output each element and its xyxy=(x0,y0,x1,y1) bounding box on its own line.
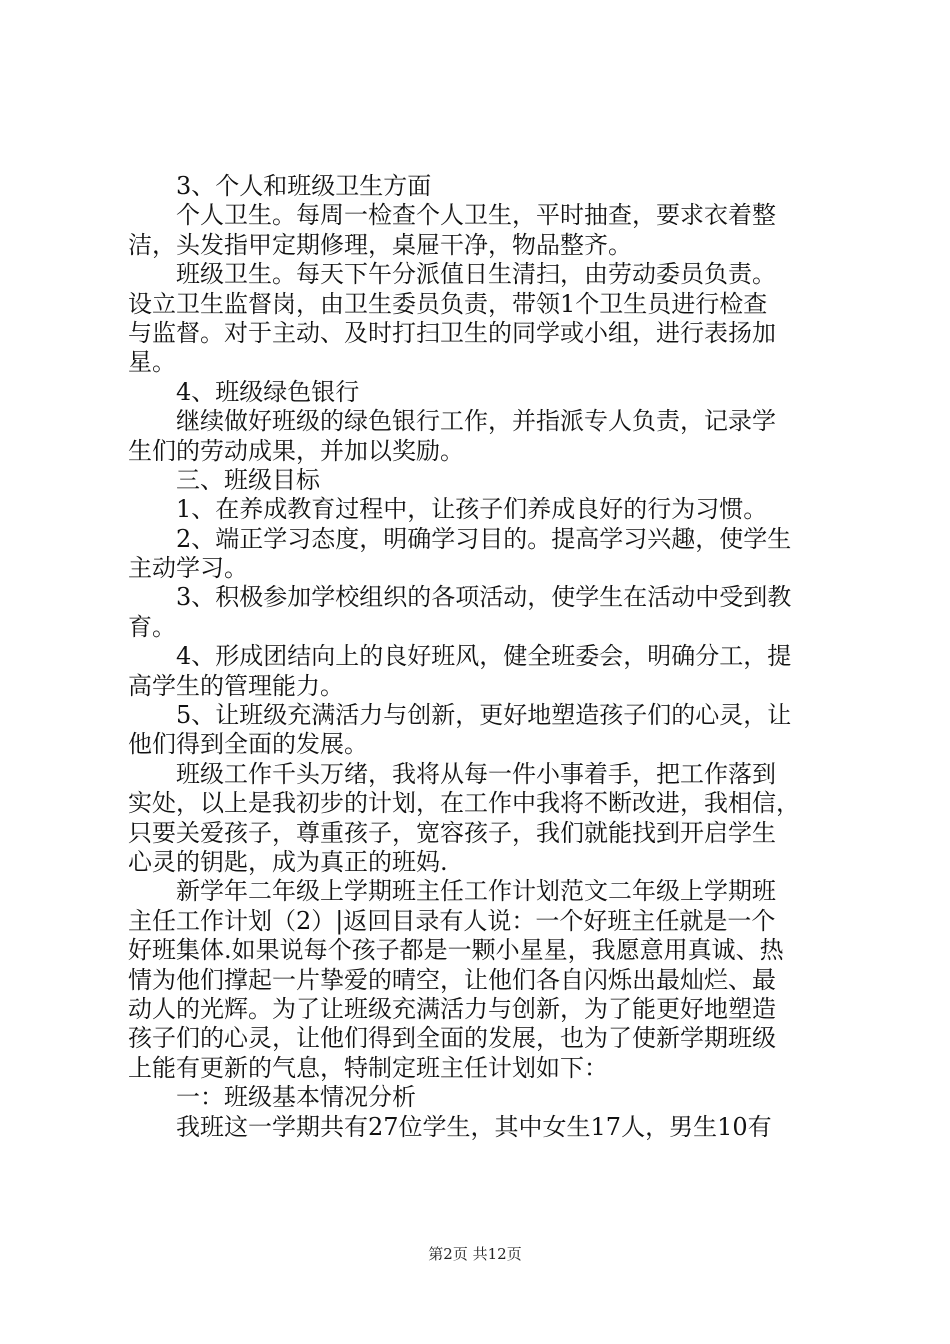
text-line: 我班这一学期共有27位学生，其中女生17人，男生10有 xyxy=(128,1112,772,1141)
text-line: 2、端正学习态度，明确学习目的。提高学习兴趣，使学生 xyxy=(128,524,792,553)
text-line: 继续做好班级的绿色银行工作，并指派专人负责，记录学 xyxy=(128,407,776,436)
text-line: 班级工作千头万绪，我将从每一件小事着手，把工作落到 xyxy=(128,759,776,788)
text-line: 4、形成团结向上的良好班风，健全班委会，明确分工，提 xyxy=(128,642,792,671)
text-line: 4、班级绿色银行 xyxy=(128,377,360,406)
text-line: 动人的光辉。为了让班级充满活力与创新，为了能更好地塑造 xyxy=(128,994,776,1023)
document-body xyxy=(128,172,840,1142)
text-line: 好班集体.如果说每个孩子都是一颗小星星，我愿意用真诚、热 xyxy=(128,936,784,965)
text-line: 个人卫生。每周一检查个人卫生，平时抽查，要求衣着整 xyxy=(128,201,776,230)
text-line: 星。 xyxy=(128,348,176,377)
text-line: 3、积极参加学校组织的各项活动，使学生在活动中受到教 xyxy=(128,583,792,612)
text-line: 1、在养成教育过程中，让孩子们养成良好的行为习惯。 xyxy=(128,495,768,524)
text-line: 主任工作计划（2）|返回目录有人说：一个好班主任就是一个 xyxy=(128,906,776,935)
text-line: 5、让班级充满活力与创新，更好地塑造孩子们的心灵，让 xyxy=(128,701,792,730)
text-line: 上能有更新的气息，特制定班主任计划如下： xyxy=(128,1053,608,1082)
text-line: 与监督。对于主动、及时打扫卫生的同学或小组，进行表扬加 xyxy=(128,318,776,347)
text-line: 心灵的钥匙，成为真正的班妈. xyxy=(128,847,448,876)
text-line: 一：班级基本情况分析 xyxy=(128,1083,416,1112)
text-line: 情为他们撑起一片挚爱的晴空，让他们各自闪烁出最灿烂、最 xyxy=(128,965,776,994)
text-line: 主动学习。 xyxy=(128,554,248,583)
text-line: 他们得到全面的发展。 xyxy=(128,730,368,759)
text-line: 孩子们的心灵，让他们得到全面的发展，也为了使新学期班级 xyxy=(128,1024,776,1053)
text-line: 实处，以上是我初步的计划，在工作中我将不断改进，我相信， xyxy=(128,789,800,818)
text-line: 3、个人和班级卫生方面 xyxy=(128,172,432,200)
text-line: 生们的劳动成果，并加以奖励。 xyxy=(128,436,464,465)
text-line: 育。 xyxy=(128,612,176,641)
page-number-footer: 第2页 共12页 xyxy=(428,1245,522,1263)
text-line: 高学生的管理能力。 xyxy=(128,671,344,700)
text-line: 班级卫生。每天下午分派值日生清扫，由劳动委员负责。 xyxy=(128,260,776,289)
text-line: 新学年二年级上学期班主任工作计划范文二年级上学期班 xyxy=(128,877,776,906)
text-line: 三、班级目标 xyxy=(128,465,320,494)
text-line: 洁，头发指甲定期修理，桌屉干净，物品整齐。 xyxy=(128,230,632,259)
text-line: 设立卫生监督岗，由卫生委员负责，带领1个卫生员进行检查 xyxy=(128,289,768,318)
text-line: 只要关爱孩子，尊重孩子，宽容孩子，我们就能找到开启学生 xyxy=(128,818,776,847)
